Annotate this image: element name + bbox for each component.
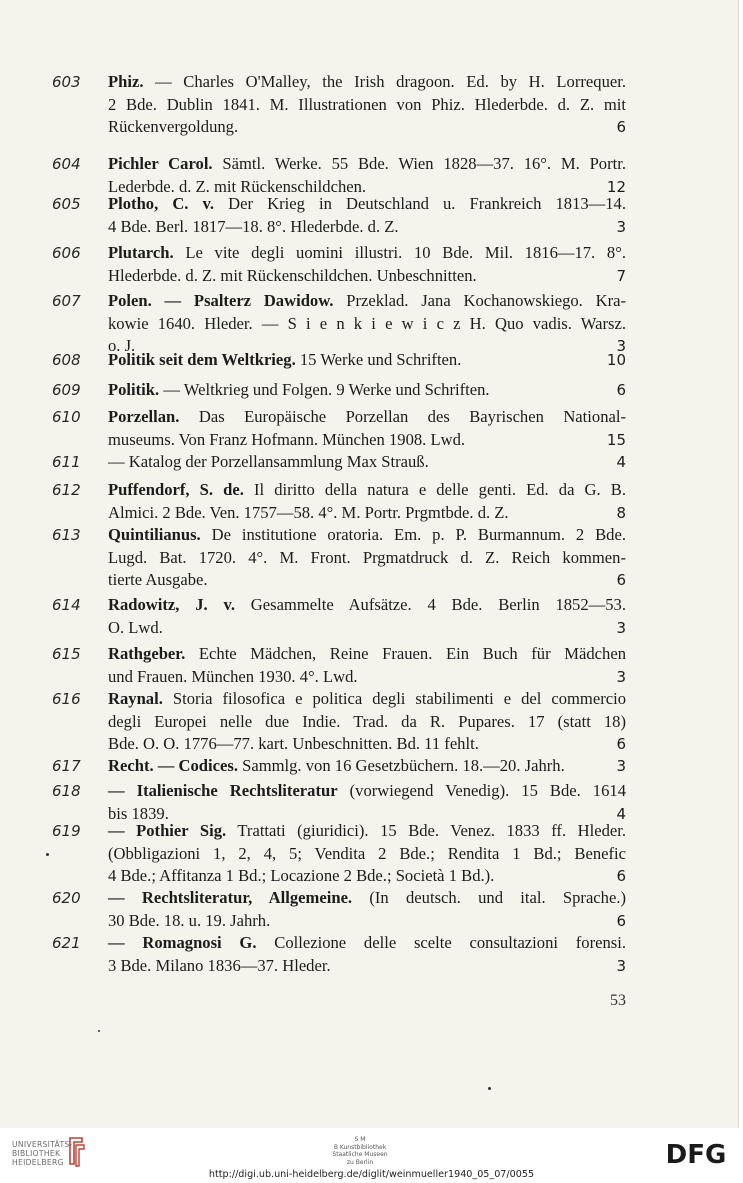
estimate-price: 3: [616, 337, 626, 356]
entry-text: 4 Bde. Berl. 1817—18. 8°. Hlederbde. d. Z.: [108, 216, 399, 236]
stamp-line: S M: [354, 1136, 366, 1143]
entry-line: [108, 819, 626, 843]
entry-line: [108, 523, 626, 547]
dfg-text: DFG: [665, 1140, 727, 1168]
estimate-price: 6: [616, 118, 626, 137]
entry-heading: Politik.: [108, 380, 160, 399]
estimate-price: 3: [616, 667, 626, 686]
entry-text: Collezione delle scelte consultazioni forensi.: [256, 933, 626, 952]
entry-line: [108, 754, 608, 778]
entry-line: [108, 115, 608, 139]
entry-text: o. J.: [108, 336, 136, 356]
entry-text: 15 Werke und Schriften.: [295, 350, 462, 369]
entry-text: Lederbde. d. Z. mit Rückenschildchen.: [108, 176, 367, 196]
specks-decoration: [488, 1087, 491, 1090]
entry-line: [108, 501, 608, 525]
entry-heading: — Italienische Rechtsliteratur: [108, 781, 338, 800]
estimate-price: 6: [616, 735, 626, 754]
university-line: HEIDELBERG: [12, 1158, 64, 1167]
dfg-logo-icon: [660, 1138, 732, 1168]
entry-heading: Plutarch.: [108, 243, 174, 262]
entry-line: [108, 546, 626, 570]
specks-decoration: [98, 1030, 100, 1032]
stamp-line: zu Berlin: [346, 1158, 374, 1166]
lot-number: 605: [52, 195, 81, 213]
entry-text: Trattati (giuridici). 15 Bde. Venez. 1833 ff. Hleder.: [226, 821, 627, 840]
entry-line: [108, 954, 608, 978]
lot-number: 615: [52, 645, 81, 663]
entry-line: [108, 710, 626, 734]
entry-text: Przeklad. Jana Kochanowskiego. Kra-: [333, 291, 626, 310]
lot-number: 621: [52, 934, 81, 952]
lot-number: 606: [52, 244, 81, 262]
entry-line: [108, 909, 608, 933]
entry-heading: — Pothier Sig.: [108, 821, 227, 840]
entry-text: 4 Bde.; Affitanza 1 Bd.; Locazione 2 Bde.; Società 1 Bd.).: [108, 866, 495, 886]
entry-line: [108, 478, 626, 502]
entry-line: [108, 192, 626, 216]
lot-number: 608: [52, 351, 81, 369]
entry-line: [108, 931, 626, 955]
lot-number: 610: [52, 408, 81, 426]
entry-line: [108, 70, 626, 94]
university-line: BIBLIOTHEK: [12, 1149, 61, 1158]
entry-heading: Puffendorf, S. de.: [108, 480, 244, 499]
entry-line: [108, 405, 626, 429]
entry-text: 3 Bde. Milano 1836—37. Hleder.: [108, 955, 331, 975]
entry-text: degli Europei nelle due Indie. Trad. da R. Pupares. 17 (statt 18): [108, 711, 626, 731]
entry-line: [108, 348, 608, 372]
entry-text: Das Europäische Porzellan des Bayrischen National-: [179, 407, 626, 426]
entry-heading: Porzellan.: [108, 407, 180, 426]
entry-text: Hlederbde. d. Z. mit Rückenschildchen. Unbeschnitten.: [108, 265, 477, 285]
lot-number: 616: [52, 690, 81, 708]
entry-line: [108, 842, 626, 866]
entry-heading: Quintilianus.: [108, 525, 201, 544]
lot-number: 613: [52, 526, 81, 544]
entry-text: Lugd. Bat. 1720. 4°. M. Front. Prgmatdruck d. Z. Reich kommen-: [108, 547, 626, 567]
entry-line: [108, 886, 626, 910]
entry-text: — Charles O'Malley, the Irish dragoon. Ed. by H. Lorrequer.: [143, 72, 626, 91]
entry-text: Storia filosofica e politica degli stabilimenti e del commercio: [162, 689, 626, 708]
estimate-price: 7: [616, 266, 626, 285]
estimate-price: 15: [606, 430, 626, 449]
estimate-price: 4: [616, 804, 626, 823]
estimate-price: 6: [616, 381, 626, 399]
estimate-price: 6: [616, 911, 626, 930]
entry-heading: Politik seit dem Weltkrieg.: [108, 350, 296, 369]
entry-text: — Weltkrieg und Folgen. 9 Werke und Schriften.: [159, 380, 490, 399]
entry-line: [108, 864, 608, 888]
entry-text: kowie 1640. Hleder. — S i e n k i e w i c z H. Quo vadis. Warsz.: [108, 313, 626, 333]
entry-text: De institutione oratoria. Em. p. P. Burmannum. 2 Bde.: [200, 525, 626, 544]
entry-line: [108, 665, 608, 689]
page-number: 53: [610, 992, 626, 1009]
entry-text: bis 1839.: [108, 803, 169, 823]
stamp-line: Staatliche Museen: [332, 1151, 388, 1159]
entry-line: [108, 568, 608, 592]
entry-text: (Obbligazioni 1, 2, 4, 5; Vendita 2 Bde.; Rendita 1 Bd.; Benefic: [108, 843, 626, 863]
entry-text: und Frauen. München 1930. 4°. Lwd.: [108, 666, 358, 686]
entry-heading: Phiz.: [108, 72, 144, 91]
entry-line: [108, 93, 626, 117]
estimate-price: 6: [616, 571, 626, 590]
lot-number: 618: [52, 782, 81, 800]
library-stamp: [320, 1136, 400, 1166]
entry-text: Gesammelte Aufsätze. 4 Bde. Berlin 1852—53.: [234, 595, 626, 614]
entry-heading: Pichler Carol.: [108, 154, 213, 173]
entry-line: [108, 264, 608, 288]
entry-text: Sammlg. von 16 Gesetzbüchern. 18.—20. Jahrh.: [237, 756, 565, 775]
entry-line: [108, 215, 608, 239]
estimate-price: 6: [616, 867, 626, 886]
estimate-price: 10: [606, 351, 626, 369]
lot-number: 611: [52, 453, 81, 471]
lot-number: 612: [52, 481, 81, 499]
entry-text: 30 Bde. 18. u. 19. Jahrh.: [108, 910, 271, 930]
entry-text: 2 Bde. Dublin 1841. M. Illustrationen von Phiz. Hlederbde. d. Z. mit: [108, 94, 626, 114]
entry-text: — Katalog der Porzellansammlung Max Strauß.: [108, 452, 429, 471]
university-line: UNIVERSITÄTS-: [12, 1140, 73, 1149]
lot-number: 617: [52, 757, 81, 775]
lot-number: 607: [52, 292, 81, 310]
entry-line: [108, 687, 626, 711]
entry-text: Echte Mädchen, Reine Frauen. Ein Buch für Mädchen: [185, 644, 626, 663]
entry-text: (In deutsch. und ital. Sprache.): [352, 888, 627, 907]
entry-text: museums. Von Franz Hofmann. München 1908. Lwd.: [108, 429, 466, 449]
estimate-price: 3: [616, 757, 626, 775]
estimate-price: 12: [606, 177, 626, 196]
lot-number: 609: [52, 381, 81, 399]
lot-number: 614: [52, 596, 81, 614]
entry-heading: Radowitz, J. v.: [108, 595, 235, 614]
entry-heading: Plotho, C. v.: [108, 194, 215, 213]
lot-number: 620: [52, 889, 81, 907]
entry-heading: Rathgeber.: [108, 644, 186, 663]
entry-text: (vorwiegend Venedig). 15 Bde. 1614: [337, 781, 626, 800]
entry-text: Sämtl. Werke. 55 Bde. Wien 1828—37. 16°. M. Portr.: [212, 154, 626, 173]
entry-text: Bde. O. O. 1776—77. kart. Unbeschnitten. Bd. 11 fehlt.: [108, 734, 479, 754]
estimate-price: 8: [616, 503, 626, 522]
entry-text: O. Lwd.: [108, 617, 163, 637]
estimate-price: 3: [616, 618, 626, 637]
specks-decoration: [46, 853, 49, 856]
estimate-price: 3: [616, 956, 626, 975]
entry-line: [108, 312, 626, 336]
estimate-price: 3: [616, 217, 626, 236]
entry-heading: — Romagnosi G.: [108, 933, 257, 952]
entry-line: [108, 241, 626, 265]
entry-line: [108, 593, 626, 617]
entry-text: Almici. 2 Bde. Ven. 1757—58. 4°. M. Portr. Prgmtbde. d. Z.: [108, 502, 509, 522]
entry-line: [108, 289, 626, 313]
entry-line: [108, 152, 626, 176]
entry-text: Der Krieg in Deutschland u. Frankreich 1813—14.: [214, 194, 626, 213]
lot-number: 603: [52, 73, 81, 91]
entry-text: Il diritto della natura e delle genti. Ed. da G. B.: [243, 480, 626, 499]
lot-number: 619: [52, 822, 81, 840]
entry-heading: Raynal.: [108, 689, 163, 708]
entry-text: Rückenvergoldung.: [108, 117, 239, 137]
entry-line: [108, 616, 608, 640]
entry-text: Le vite degli uomini illustri. 10 Bde. Mil. 1816—17. 8°.: [173, 243, 626, 262]
entry-text: tierte Ausgabe.: [108, 570, 208, 590]
entry-line: [108, 732, 608, 756]
entry-heading: — Rechtsliteratur, Allgemeine.: [108, 888, 353, 907]
entry-line: [108, 779, 626, 803]
entry-heading: Recht. — Codices.: [108, 756, 238, 775]
entry-line: [108, 378, 608, 402]
entry-line: [108, 428, 608, 452]
university-logo-icon: [64, 1136, 88, 1168]
entry-heading: Polen. — Psalterz Dawidow.: [108, 291, 334, 310]
stamp-line: B Kunstbibliothek: [333, 1143, 387, 1151]
entry-line: [108, 642, 626, 666]
estimate-price: 4: [616, 453, 626, 471]
source-url-link[interactable]: http://digi.ub.uni-heidelberg.de/diglit/weinmueller1940_05_07/0055: [208, 1169, 535, 1180]
entry-line: [108, 450, 608, 474]
lot-number: 604: [52, 155, 81, 173]
